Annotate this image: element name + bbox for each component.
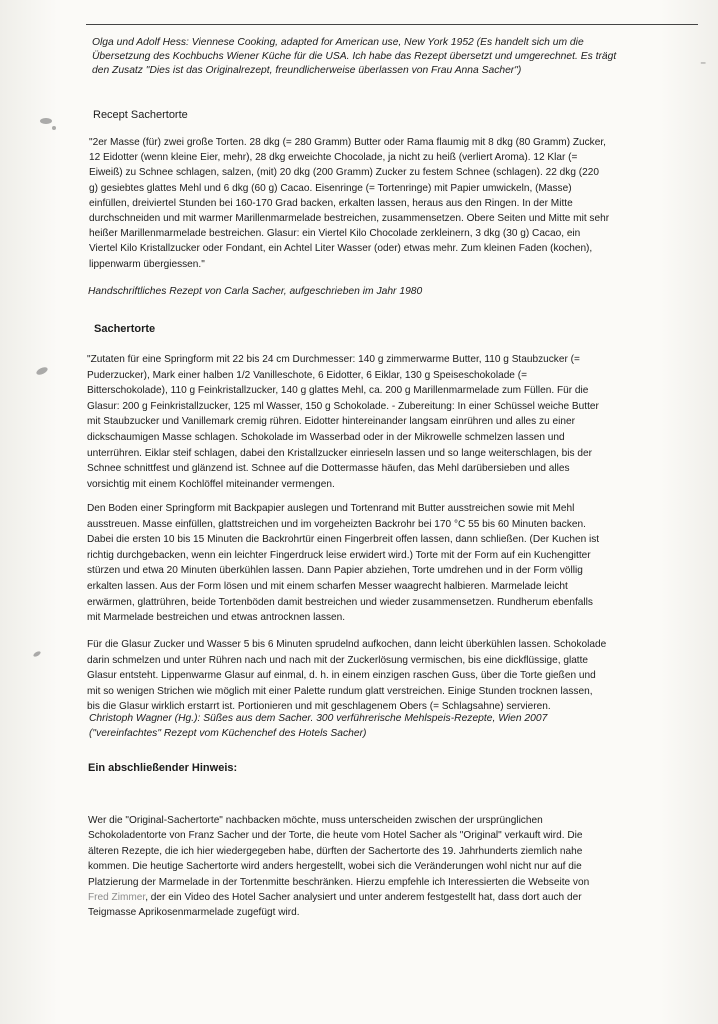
quote-line: Viertel Kilo Kristallzucker oder Fondant, ein Achtel Liter Wasser (oder) etwas mehr. Zum kleinen Faden (kochen), xyxy=(89,243,593,255)
quote-line: lippenwarm übergiessen." xyxy=(89,258,205,270)
scan-smudge xyxy=(35,366,48,377)
paragraph-line: bis die Glasur wirklich erstarrt ist. Portionieren und mit geschlagenem Obers (= Schlagsahne) servieren. xyxy=(87,701,551,713)
glaze-paragraph xyxy=(87,637,702,715)
paragraph-line: Schnee schnittfest und glänzend ist. Schnee auf die Dottermasse häufen, das Mehl darübersieben und alles xyxy=(87,463,570,475)
baking-paragraph xyxy=(87,501,702,626)
paragraph-line: erkalten lassen. Aus der Form lösen und mit einem scharfen Messer waagrecht halbieren. Marmelade leicht xyxy=(87,580,568,592)
paragraph-line: Teigmasse Aprikosenmarmelade zugefügt wird. xyxy=(88,907,300,919)
quote-line: einfüllen, dreiviertel Stunden bei 160-170 Grad backen, erkalten lassen, heraus aus den Ringen. In der Mitte xyxy=(89,197,573,209)
original-recipe-quote xyxy=(89,135,702,272)
paragraph-line: ausstreuen. Masse einfüllen, glattstreichen und im vorgeheizten Backrohr bei 170 °C 55 bis 60 Minuten backen. xyxy=(87,518,586,530)
paragraph-line: älteren Rezepte, die ich hier wiedergegeben habe, dürften der Sachertorte des 19. Jahrhunderts ziemlich nahe xyxy=(88,845,583,857)
quote-line: 12 Eidotter (wenn kleine Eier, mehr), 28 dkg erweichte Chocolade, ja nicht zu heiß (verliert Aroma). 12 Klar (= xyxy=(89,152,578,164)
paragraph-line: unterrühren. Eiklar steif schlagen, dabei den Kristallzucker einrieseln lassen und so lange weiterschlagen, bis der xyxy=(87,447,592,459)
paragraph-line: Für die Glasur Zucker und Wasser 5 bis 6 Minuten sprudelnd aufkochen, dann leicht überkühlen lassen. Schokolade xyxy=(87,639,607,650)
ingredients-paragraph xyxy=(87,352,702,492)
paragraph-line: vorsichtig mit einem Kochlöffel miteinander vermengen. xyxy=(87,478,335,490)
paragraph-line: kommen. Die heutige Sachertorte wird anders hergestellt, wobei sich die Veränderungen wohl nicht nur auf die xyxy=(88,861,582,873)
source-carla-sacher: Handschriftliches Rezept von Carla Sacher, aufgeschrieben im Jahr 1980 xyxy=(88,286,423,297)
paragraph-line: Platzierung der Marmelade in der Tortenmitte beschränken. Hierzu empfehle ich Interessierten die Webseite von xyxy=(88,876,590,888)
paragraph-text: , der ein Video des Hotel Sacher analysiert und unter anderem festgestellt hat, dass dort auch der xyxy=(145,892,582,904)
paragraph-line: mit Staubzucker und Vanillemark cremig rühren. Eidotter hintereinander langsam einrühren und alles zu einer xyxy=(87,416,575,428)
paragraph-line xyxy=(88,890,703,905)
final-note-paragraph xyxy=(88,813,703,921)
source-christoph-wagner xyxy=(89,711,689,741)
quote-line: heißer Marillenmarmelade bestreichen. Glasur: ein Viertel Kilo Chocolade zerkleinern, 3 dkg (30 g) Cacao, ein xyxy=(89,228,581,240)
intro-line: Olga und Adolf Hess: Viennese Cooking, adapted for American use, New York 1952 (Es handelt sich um die xyxy=(92,37,584,48)
source-line: ("vereinfachtes" Rezept vom Küchenchef des Hotels Sacher) xyxy=(89,728,367,739)
paragraph-line: Glasur entsteht. Lippenwarme Glasur auf einmal, d. h. in einem einzigen raschen Guss, über die Torte gießen und xyxy=(87,670,596,682)
paragraph-line: Schokoladentorte von Franz Sacher und der Torte, die heute vom Hotel Sacher als "Original" verkauft wird. Die xyxy=(88,830,583,842)
fred-zimmer-link[interactable]: Fred Zimmer xyxy=(88,892,146,904)
paragraph-line: mit Marmelade bestreichen und etwas antrocknen lassen. xyxy=(87,612,346,624)
intro-citation xyxy=(92,36,697,78)
scan-mark: ⁻ xyxy=(700,58,707,72)
paragraph-line: Wer die "Original-Sachertorte" nachbacken möchte, muss unterscheiden zwischen der ursprünglichen xyxy=(88,815,543,826)
intro-line: den Zusatz "Dies ist das Originalrezept, freundlicherweise überlassen von Frau Anna Sacher") xyxy=(92,65,522,76)
paragraph-line: "Zutaten für eine Springform mit 22 bis 24 cm Durchmesser: 140 g zimmerwarme Butter, 110 g Staubzucker (= xyxy=(87,354,580,365)
paragraph-line: erwärmen, glattrühren, beide Tortenböden damit bestreichen und wieder zusammensetzen. Rundherum ebenfalls xyxy=(87,596,593,608)
paragraph-line: Glasur: 200 g Feinkristallzucker, 125 ml Wasser, 150 g Schokolade. - Zubereitung: In einer Schüssel weiche Butter xyxy=(87,400,599,412)
quote-line: g) gesiebtes glattes Mehl und 6 dkg (60 g) Cacao. Eisenringe (= Tortenringe) mit Papier umwickeln, (Masse) xyxy=(89,182,572,194)
scan-smudge xyxy=(40,118,52,124)
recipe-heading: Recept Sachertorte xyxy=(93,109,188,121)
quote-line: "2er Masse (für) zwei große Torten. 28 dkg (= 280 Gramm) Butter oder Rama flaumig mit 8 dkg (80 Gramm) Zucker, xyxy=(89,137,606,148)
source-line: Christoph Wagner (Hg.): Süßes aus dem Sacher. 300 verführerische Mehlspeis-Rezepte, Wien 2007 xyxy=(89,713,548,724)
paragraph-line: darin schmelzen und unter Rühren nach und nach mit der Zuckerlösung vermischen, bis eine dickflüssige, glatte xyxy=(87,654,589,666)
paragraph-line: Den Boden einer Springform mit Backpapier auslegen und Tortenrand mit Butter ausstreichen sowie mit Mehl xyxy=(87,503,575,514)
paragraph-line: mit so wenigen Strichen wie möglich mit einer Palette rundum glatt verstreichen. Einige Stunden trocknen lassen, xyxy=(87,685,593,697)
final-note-heading: Ein abschließender Hinweis: xyxy=(88,762,238,774)
scan-smudge xyxy=(33,650,42,657)
paragraph-line: richtig durchgebacken, wenn ein leichter Fingerdruck leise erwidert wird.) Torte mit der Form auf ein Kuchengitter xyxy=(87,549,591,561)
paragraph-line: stürzen und etwa 20 Minuten überkühlen lassen. Dann Papier abziehen, Torte umdrehen und in der Form völlig xyxy=(87,565,583,577)
paragraph-line: Bitterschokolade), 110 g Feinkristallzucker, 140 g glattes Mehl, ca. 200 g Marillenmarmelade zum Füllen. Für die xyxy=(87,385,589,397)
intro-line: Übersetzung des Kochbuchs Wiener Küche für die USA. Ich habe das Rezept übersetzt und umgerechnet. Es trägt xyxy=(92,51,617,62)
sachertorte-heading: Sachertorte xyxy=(94,323,156,335)
paragraph-line: Puderzucker), Mark einer halben 1/2 Vanilleschote, 6 Eidotter, 6 Eiklar, 130 g Speiseschokolade (= xyxy=(87,369,527,381)
quote-line: durchschneiden und mit warmer Marillenmarmelade bestreichen, zusammensetzen. Obere Seiten und Mitte mit sehr xyxy=(89,213,610,225)
top-rule xyxy=(86,24,698,25)
paragraph-line: Dabei die ersten 10 bis 15 Minuten die Backrohrtür einen Fingerbreit offen lassen, dann schließen. (Der Kuchen ist xyxy=(87,534,600,546)
scan-smudge xyxy=(52,126,56,130)
paragraph-line: dickschaumigen Masse schlagen. Schokolade im Wasserbad oder in der Mikrowelle schmelzen lassen und xyxy=(87,431,565,443)
quote-line: Eiweiß) zu Schnee schlagen, salzen, (mit) 20 dkg (200 Gramm) Zucker zu festem Schnee (schlagen). 22 dkg (220 xyxy=(89,167,599,179)
